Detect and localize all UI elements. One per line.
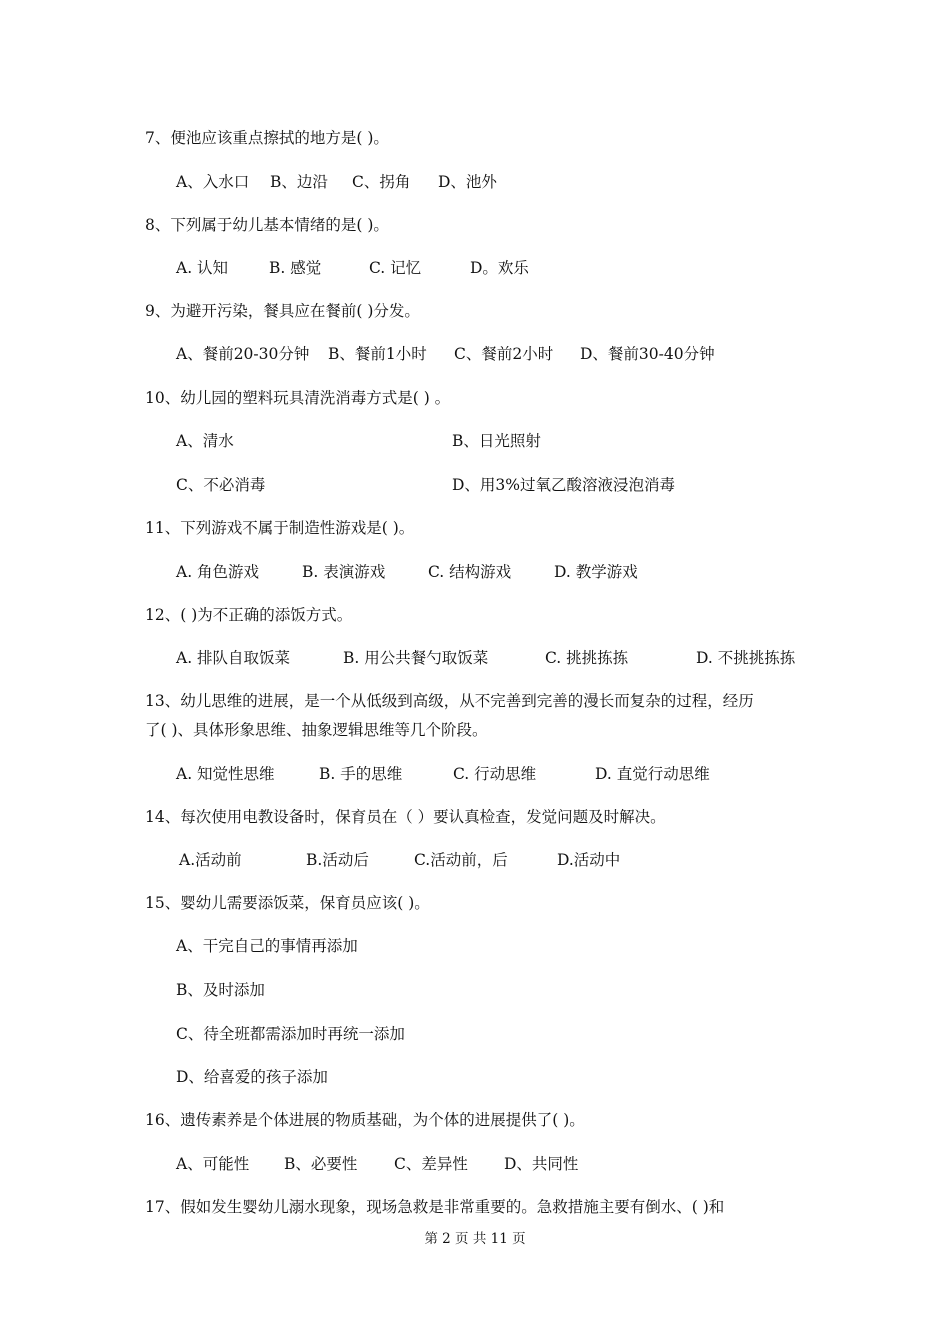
option-b: B、边沿	[270, 173, 328, 191]
page-footer: 第 2 页 共 11 页	[424, 1231, 526, 1247]
option-c: C. 挑挑拣拣	[545, 649, 629, 667]
option-c: C、餐前2小时	[454, 345, 554, 363]
option-a: A、入水口	[176, 173, 250, 191]
option-b: B、及时添加	[176, 981, 265, 999]
option-a: A、餐前20-30分钟	[176, 345, 310, 363]
option-a: A. 认知	[176, 259, 229, 277]
question-9: 9、为避开污染，餐具应在餐前( )分发。	[145, 302, 420, 320]
option-a: A、干完自己的事情再添加	[176, 937, 358, 955]
option-b: B、餐前1小时	[328, 345, 427, 363]
option-b: B、必要性	[284, 1155, 358, 1173]
option-d: D. 不挑挑拣拣	[696, 649, 796, 667]
option-a: A. 角色游戏	[176, 563, 260, 581]
question-13: 13、幼儿思维的进展，是一个从低级到高级，从不完善到完善的漫长而复杂的过程，经历	[145, 692, 754, 710]
option-c: C、拐角	[352, 173, 411, 191]
question-17: 17、假如发生婴幼儿溺水现象，现场急救是非常重要的。急救措施主要有倒水、( )和	[145, 1198, 725, 1216]
option-c: C. 行动思维	[453, 765, 537, 783]
question-13-continued: 了( )、具体形象思维、抽象逻辑思维等几个阶段。	[145, 721, 488, 739]
option-a: A. 知觉性思维	[176, 765, 275, 783]
question-16: 16、遗传素养是个体进展的物质基础，为个体的进展提供了( )。	[145, 1111, 585, 1129]
option-b: B. 表演游戏	[302, 563, 386, 581]
option-d: D、用3%过氧乙酸溶液浸泡消毒	[452, 476, 676, 494]
option-d: D、餐前30-40分钟	[580, 345, 715, 363]
option-d: D、给喜爱的孩子添加	[176, 1068, 328, 1086]
question-12: 12、( )为不正确的添饭方式。	[145, 606, 353, 624]
option-d: D。欢乐	[470, 259, 529, 277]
option-d: D. 教学游戏	[554, 563, 638, 581]
option-b: B. 用公共餐勺取饭菜	[343, 649, 489, 667]
option-c: C. 结构游戏	[428, 563, 512, 581]
question-11: 11、下列游戏不属于制造性游戏是( )。	[145, 519, 415, 537]
option-a: A. 排队自取饭菜	[176, 649, 291, 667]
option-c: C、差异性	[394, 1155, 468, 1173]
option-b: B. 手的思维	[319, 765, 403, 783]
question-14: 14、每次使用电教设备时，保育员在（ ）要认真检查，发觉问题及时解决。	[145, 808, 666, 826]
option-d: D、池外	[438, 173, 497, 191]
option-c: C.活动前，后	[414, 851, 508, 869]
option-d: D. 直觉行动思维	[595, 765, 710, 783]
question-7: 7、便池应该重点擦拭的地方是( )。	[145, 129, 389, 147]
option-b: B、日光照射	[452, 432, 541, 450]
option-b: B.活动后	[306, 851, 369, 869]
option-d: D、共同性	[504, 1155, 579, 1173]
option-b: B. 感觉	[269, 259, 322, 277]
option-c: C、待全班都需添加时再统一添加	[176, 1025, 405, 1043]
option-d: D.活动中	[557, 851, 621, 869]
question-15: 15、婴幼儿需要添饭菜，保育员应该( )。	[145, 894, 430, 912]
option-a: A、可能性	[176, 1155, 250, 1173]
question-8: 8、下列属于幼儿基本情绪的是( )。	[145, 216, 389, 234]
option-c: C、不必消毒	[176, 476, 266, 494]
option-a: A.活动前	[179, 851, 242, 869]
question-10: 10、幼儿园的塑料玩具清洗消毒方式是( ) 。	[145, 389, 451, 407]
option-c: C. 记忆	[369, 259, 422, 277]
option-a: A、清水	[176, 432, 234, 450]
